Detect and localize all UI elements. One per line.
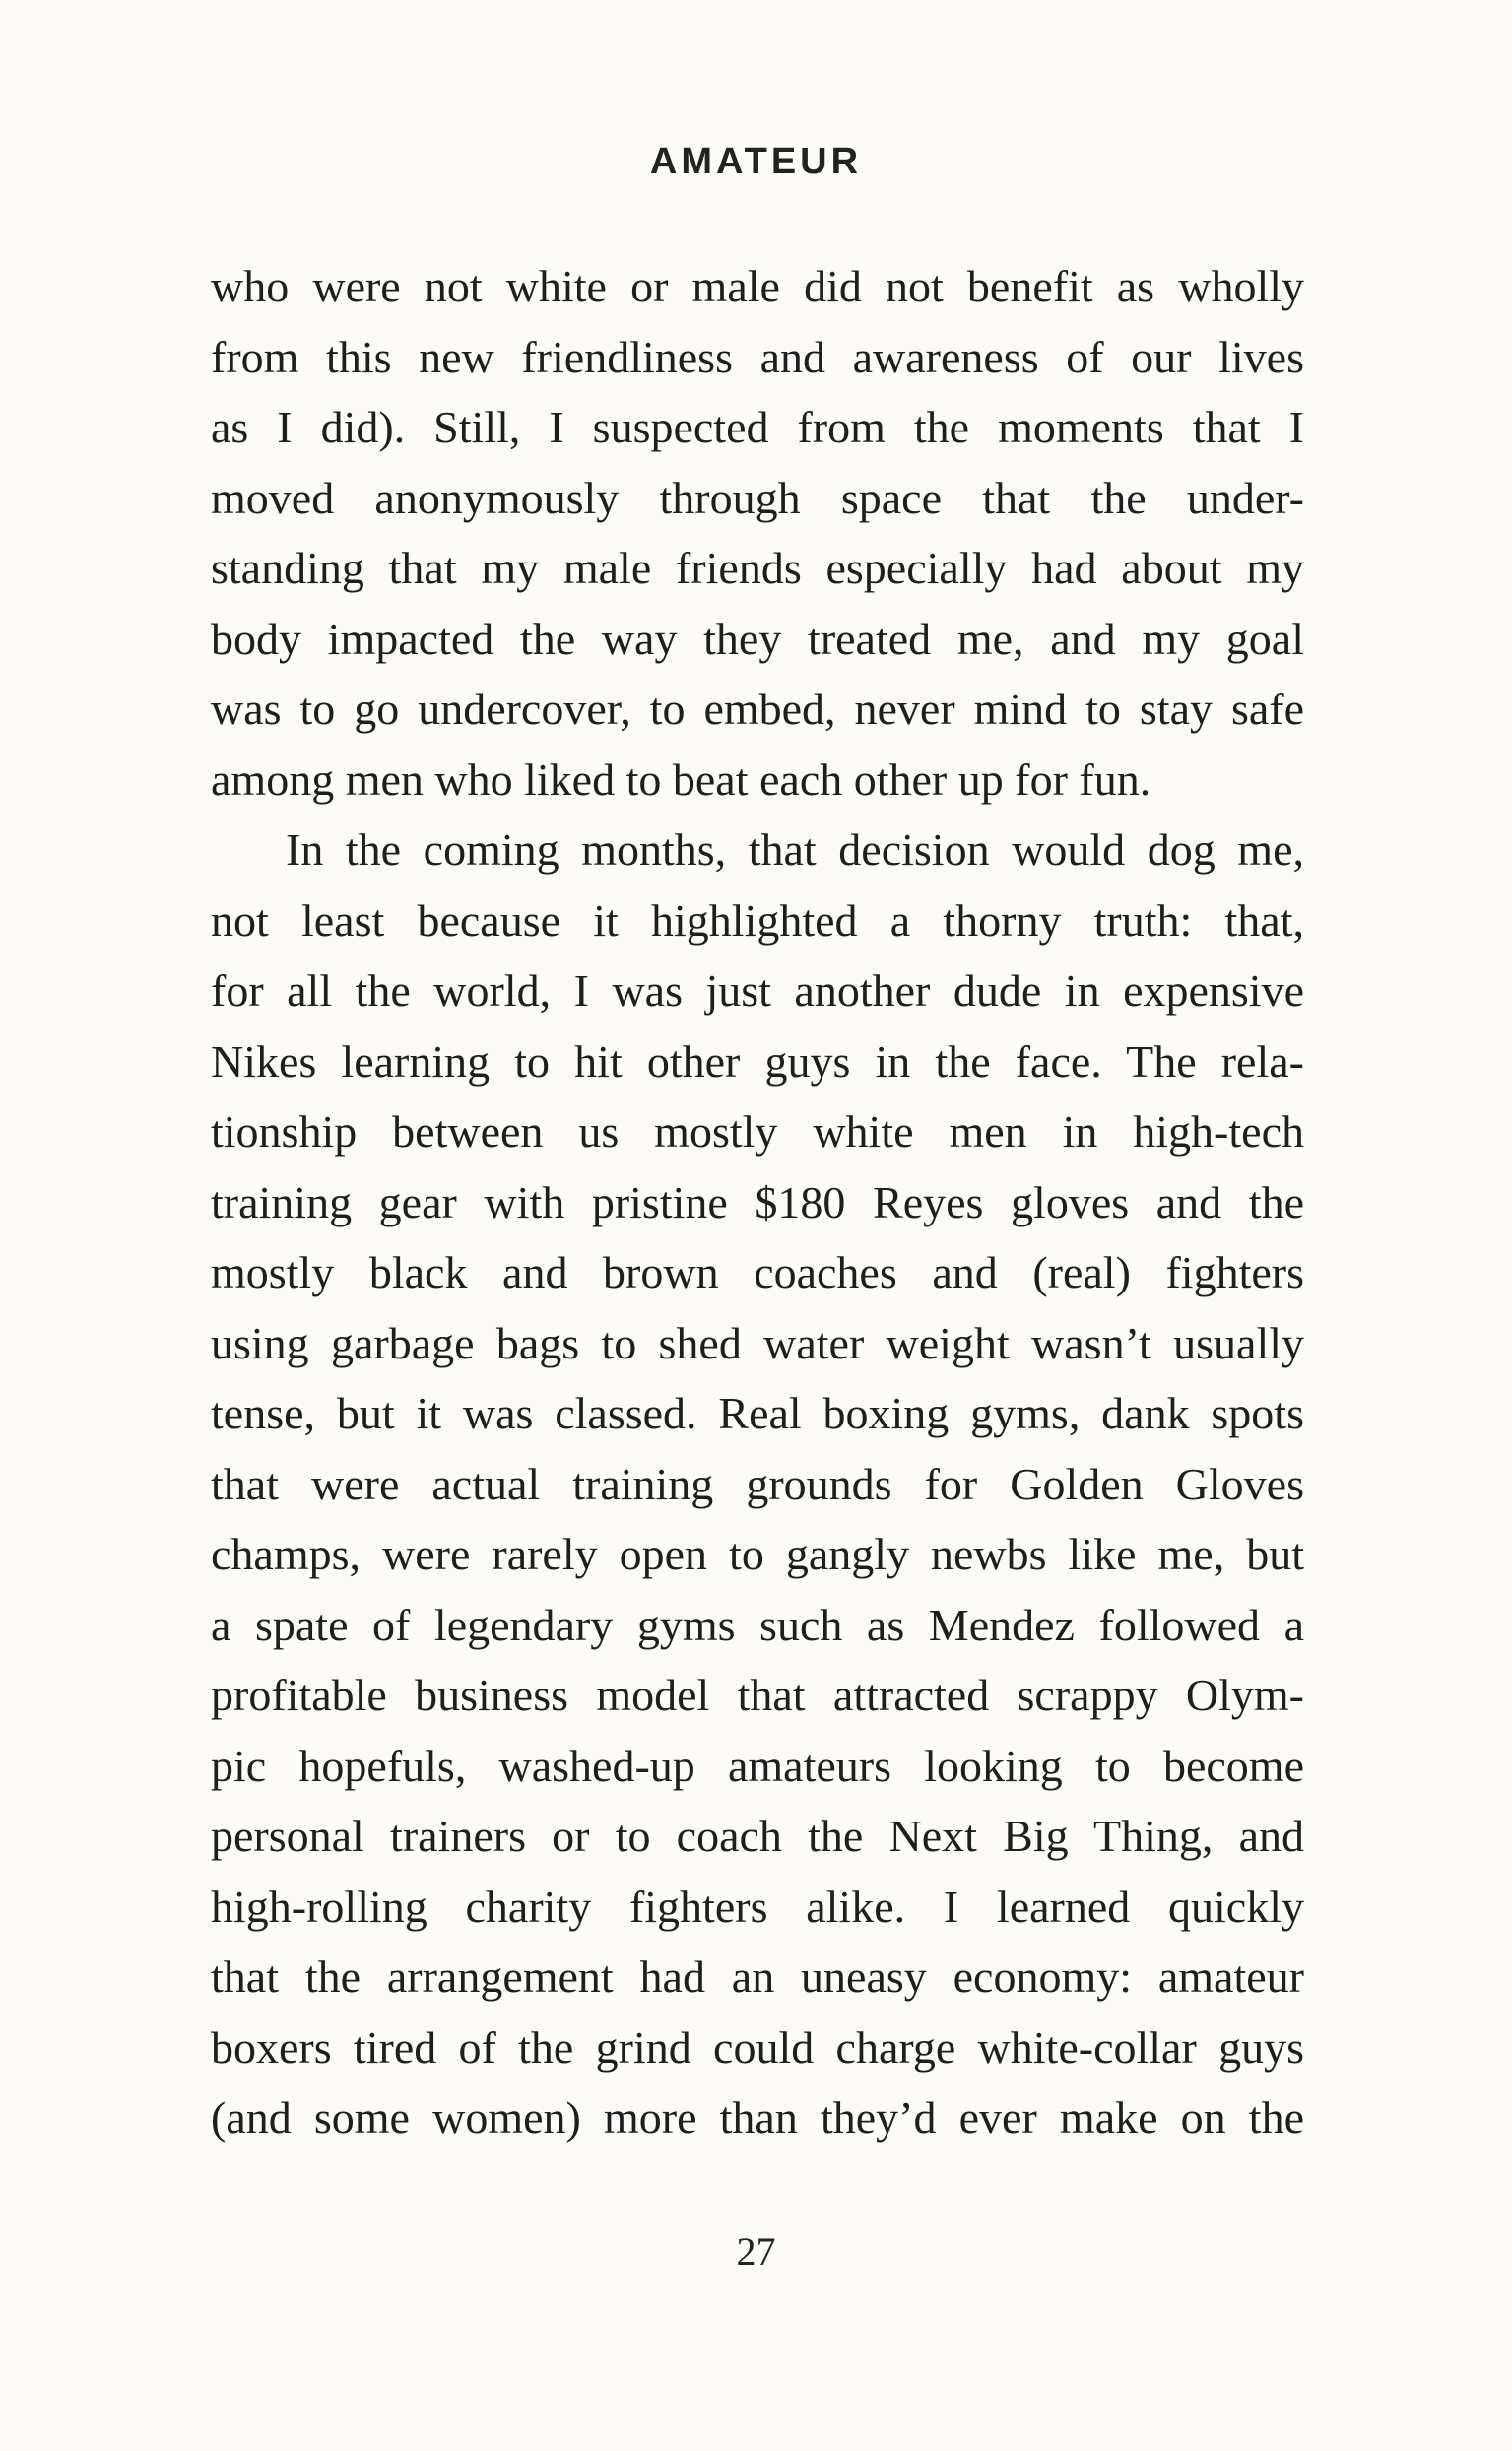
- text-line: tense, but it was classed. Real boxing gyms, dank spots: [211, 1388, 1304, 1438]
- text-line: not least because it highlighted a thorny truth: that,: [211, 894, 1304, 946]
- text-line: from this new friendliness and awareness of our lives: [211, 331, 1304, 382]
- text-line: high-rolling charity fighters alike. I learned quickly: [211, 1881, 1304, 1932]
- text-line: tionship between us mostly white men in high-tech: [211, 1106, 1304, 1157]
- text-line: In the coming months, that decision would dog me,: [286, 825, 1304, 875]
- page-number: 27: [736, 2229, 776, 2274]
- text-line: among men who liked to beat each other up for fun.: [211, 754, 1151, 805]
- text-line: training gear with pristine $180 Reyes gloves and the: [211, 1176, 1304, 1227]
- text-line: body impacted the way they treated me, and my goal: [211, 613, 1304, 664]
- text-line: as I did). Still, I suspected from the moments that I: [211, 402, 1304, 452]
- text-line: was to go undercover, to embed, never mind to stay safe: [211, 684, 1304, 734]
- text-line: pic hopefuls, washed-up amateurs looking to become: [211, 1740, 1304, 1791]
- text-line: that were actual training grounds for Golden Gloves: [211, 1458, 1304, 1509]
- text-line: personal trainers or to coach the Next Big Thing, and: [211, 1811, 1304, 1861]
- text-line: boxers tired of the grind could charge white-collar guys: [211, 2021, 1304, 2073]
- text-line: profitable business model that attracted scrappy Olym-: [211, 1670, 1304, 1720]
- text-line: moved anonymously through space that the under-: [211, 472, 1304, 523]
- text-line: that the arrangement had an uneasy economy: amateur: [211, 1952, 1304, 2002]
- paragraph-1: [211, 251, 1304, 815]
- text-line: using garbage bags to shed water weight wasn’t usually: [211, 1317, 1304, 1368]
- text-line: mostly black and brown coaches and (real) fighters: [211, 1247, 1304, 1297]
- text-line: champs, were rarely open to gangly newbs like me, but: [211, 1529, 1304, 1579]
- body-text: [211, 251, 1304, 2153]
- running-head: AMATEUR: [649, 141, 863, 182]
- text-line: (and some women) more than they’d ever make on the: [211, 2092, 1304, 2143]
- text-line: Nikes learning to hit other guys in the face. The rela-: [211, 1035, 1304, 1087]
- text-line: a spate of legendary gyms such as Mendez followed a: [211, 1599, 1304, 1650]
- text-line: for all the world, I was just another dude in expensive: [211, 965, 1304, 1016]
- text-line: who were not white or male did not benefit as wholly: [211, 261, 1304, 311]
- paragraph-2: [211, 815, 1304, 2153]
- text-line: standing that my male friends especially had about my: [211, 543, 1304, 593]
